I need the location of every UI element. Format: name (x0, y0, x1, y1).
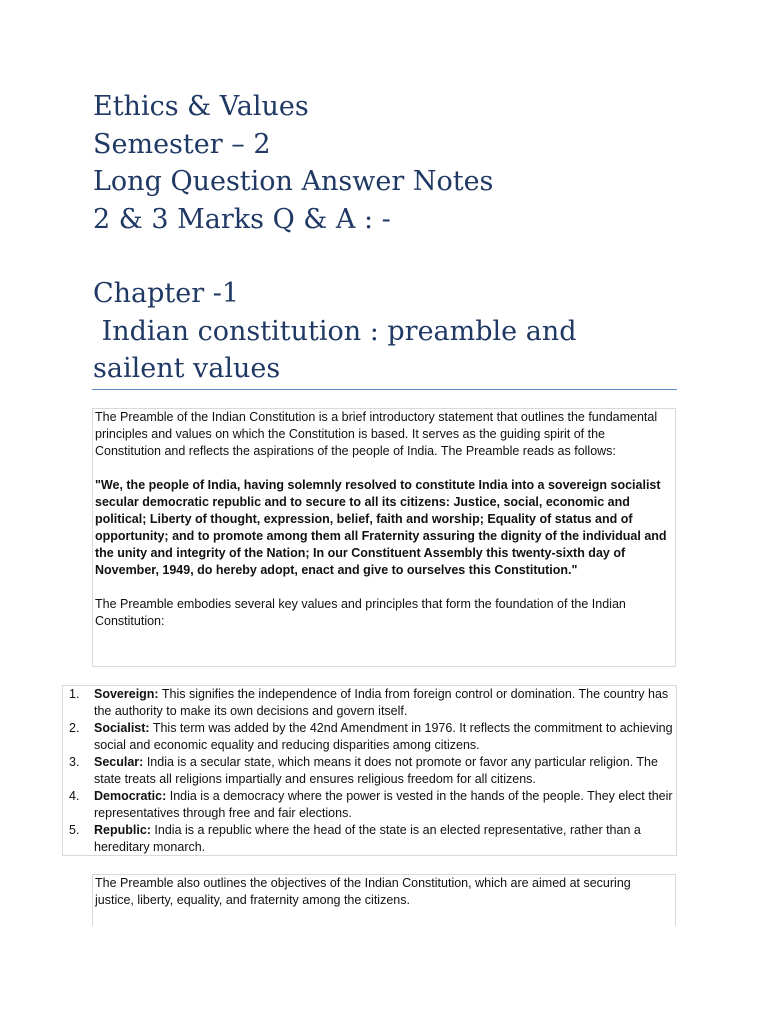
list-item-description: India is a democracy where the power is vested in the hands of the people. They elect their representatives through free and fair elections. (94, 789, 673, 820)
list-item-description: This signifies the independence of India from foreign control or domination. The country has the authority to make its own decisions and govern itself. (94, 687, 669, 718)
preamble-quote: "We, the people of India, having solemnly resolved to constitute India into a sovereign socialist secular democratic republic and to secure to all its citizens: Justice, social, economic and political; Liberty of thought, expression, belief, faith and worship; Equality of status and of opportunity; and to promote among them all Fraternity assuring the dignity of the individual and the unity and integrity of the Nation; In our Constituent Assembly this twenty-sixth day of November, 1949, do hereby adopt, enact and give to ourselves this Constitution." (95, 478, 667, 577)
chapter-number: Chapter -1 (93, 278, 240, 309)
values-list-box (62, 685, 677, 856)
list-item-term: Sovereign: (94, 687, 159, 701)
list-item-description: This term was added by the 42nd Amendment in 1976. It reflects the commitment to achieving social and economic equality and reducing disparities among citizens. (94, 721, 673, 752)
intro-paragraph: The Preamble of the Indian Constitution is a brief introductory statement that outlines the fundamental principles and values on which the Constitution is based. It serves as the guiding spirit of the Constitution and reflects the aspirations of the people of India. The Preamble reads as follows: (95, 410, 658, 458)
list-item-term: Secular: (94, 755, 144, 769)
list-item (63, 822, 674, 856)
list-item-number: 1. (69, 687, 80, 701)
list-item-number: 2. (69, 721, 80, 735)
list-item-description: India is a republic where the head of the state is an elected representative, rather than a hereditary monarch. (94, 823, 641, 854)
values-list (63, 686, 674, 856)
heading-divider (92, 389, 677, 390)
list-item-term: Socialist: (94, 721, 150, 735)
list-item-number: 4. (69, 789, 80, 803)
notes-title: Long Question Answer Notes (93, 166, 494, 197)
preamble-intro-box (92, 408, 676, 667)
list-item (63, 720, 674, 754)
objectives-box (92, 874, 676, 926)
list-item-term: Republic: (94, 823, 151, 837)
list-item-description: India is a secular state, which means it does not promote or favor any particular religion. The state treats all religions impartially and ensures religious freedom for all citizens. (94, 755, 658, 786)
marks-title: 2 & 3 Marks Q & A : - (93, 203, 391, 235)
list-item (63, 686, 674, 720)
list-item (63, 754, 674, 788)
objectives-paragraph: The Preamble also outlines the objectives of the Indian Constitution, which are aimed at securing justice, liberty, equality, and fraternity among the citizens. (95, 876, 631, 907)
list-item-number: 5. (69, 823, 80, 837)
document-heading (93, 88, 693, 388)
list-item-number: 3. (69, 755, 80, 769)
list-item-term: Democratic: (94, 789, 167, 803)
values-intro-paragraph: The Preamble embodies several key values and principles that form the foundation of the Indian Constitution: (95, 597, 626, 628)
heading-spacer (93, 238, 693, 275)
semester-title: Semester – 2 (93, 128, 271, 160)
list-item (63, 788, 674, 822)
subject-title: Ethics & Values (93, 91, 309, 122)
chapter-title: Indian constitution : preamble and sailent values (93, 315, 586, 384)
